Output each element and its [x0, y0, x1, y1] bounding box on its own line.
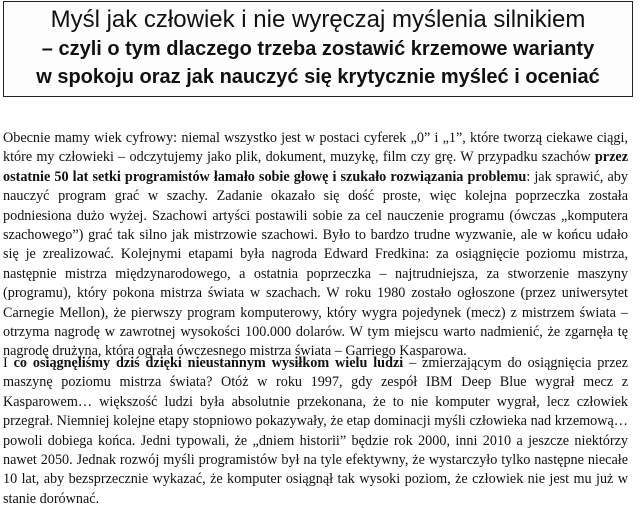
paragraph-1-text-b: : jak sprawić, aby nauczyć program grać w szachy. Zadanie okazało się dość proste, więc kolejna poprzeczka została podniesiona dużo wyżej. Szachowi artyści postawili sobie za cel nauczenie programu (ówczas „komputera szachowego”) grać tak silno jak mistrzowie szachowi. Było to bardzo trudne wyzwanie, ale w końcu udało się je zrealizować. Kolejnymi etapami była nagroda Edward Fredkina: za osiągnięcie poziomu mistrza, następnie mistrza międzynarodowego, a ostatnia poprzeczka – najtrudniejsza, za stworzenie maszyny (programu), który pokona mistrza świata w szachach. W roku 1980 zostało ogłoszone (przez uniwersytet Carnegie Mellon), że pierwszy program komputerowy, który wygra pojedynek (mecz) z mistrzem świata – otrzyma nagrodę w zawrotnej wysokości 100.000 dolarów. W tym miejscu warto nadmienić, że zgarnęła tę nagrodę drużyna, która ograła ówczesnego mistrza świata – Garriego Kasparowa. [3, 168, 628, 360]
title-line-2: – czyli o tym dlaczego trzeba zostawić krzemowe warianty [41, 38, 595, 60]
title-box [3, 1, 633, 97]
title-line-1: Myśl jak człowiek i nie wyręczaj myślenia silnikiem [50, 6, 586, 33]
paragraph-2-text-a: I [3, 355, 14, 371]
paragraph-1-text-a: Obecnie mamy wiek cyfrowy: niemal wszystko jest w postaci cyferek „0” i „1”, które tworzą ciekawe ciągi, które my człowieki – odczytujemy jako plik, dokument, muzykę, film czy grę. W przypadku szachów [3, 130, 628, 166]
paragraph-1-bold: przez ostatnie 50 lat setki programistów łamało sobie głowę i szukało rozwiązania problemu [3, 149, 628, 185]
paragraph-1-text [3, 129, 628, 362]
title-line-3: w spokoju oraz jak nauczyć się krytycznie myśleć i oceniać [36, 66, 600, 88]
paragraph-2 [3, 354, 628, 509]
paragraph-1 [3, 129, 628, 362]
paragraph-2-bold: co osiągnęliśmy dziś dzięki nieustannym wysiłkom wielu ludzi [13, 355, 404, 371]
paragraph-2-text-b: – zmierzającym do osiągnięcia przez maszynę poziomu mistrza świata? Otóż w roku 1997, gdy zespół IBM Deep Blue wygrał mecz z Kasparowem… większość ludzi była absolutnie przekonana, że to nie komputer wygrał, lecz człowiek przegrał. Niemniej kolejne etapy stopniowo pokazywały, że etap dominacji myśli człowieka nad krzemową… powoli dobiega końca. Jedni typowali, że „dniem historii” będzie rok 2000, inni 2010 a jeszcze niektórzy nawet 2050. Jednak rozwój myśli programistów był na tyle efektywny, że wystarczyło tylko następne niecałe 10 lat, aby bezsprzecznie wykazać, że komputer osiągnął tak wysoki poziom, że człowiek nie jest mu już w stanie dorównać. [3, 355, 628, 507]
paragraph-2-text [3, 354, 628, 509]
